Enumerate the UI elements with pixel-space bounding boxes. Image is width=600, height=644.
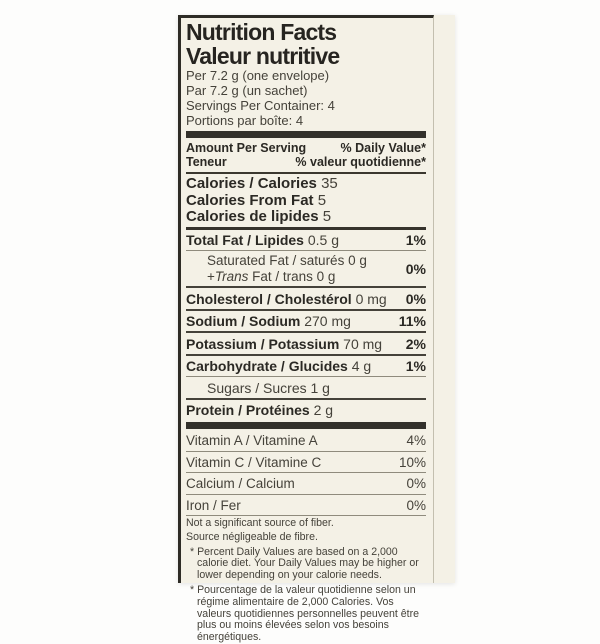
sugars-row: Sugars / Sucres 1 g (186, 376, 426, 398)
protein-row: Protein / Protéines 2 g (186, 398, 426, 421)
serving-size-fr: Par 7.2 g (un sachet) (186, 83, 308, 98)
potassium-row: Potassium / Potassium 70 mg 2% (186, 331, 426, 354)
calcium-row: Calcium / Calcium 0% (186, 472, 426, 494)
total-fat-row: Total Fat / Lipides 0.5 g 1% (186, 232, 426, 248)
calories-section (186, 174, 426, 230)
serving-size-en: Per 7.2 g (one envelope) (186, 68, 330, 83)
vitamin-c-dv: 10% (398, 454, 426, 470)
potassium-dv: 2% (405, 335, 426, 352)
vitamin-c-row: Vitamin C / Vitamine C 10% (186, 451, 426, 473)
label-title-en: Nutrition Facts (186, 19, 337, 45)
cholesterol-row: Cholesterol / Cholestérol 0 mg 0% (186, 286, 426, 309)
divider-bar-top (186, 131, 426, 138)
sodium-row: Sodium / Sodium 270 mg 11% (186, 309, 426, 332)
iron-dv: 0% (406, 497, 426, 513)
sodium-dv: 11% (398, 313, 426, 329)
calories-de-lipides-row: Calories de lipides 5 (186, 208, 332, 225)
carbohydrate-dv: 1% (405, 358, 426, 374)
daily-value-footnote-fr: * Pourcentage de la valeur quotidienne selon un régime alimentaire de 2,000 Calories. Vos valeurs quotidiennes personnelles peuvent être plus ou moins élevées selon vos besoins énergétiques. (190, 583, 420, 644)
amount-per-serving-fr: Teneur (186, 155, 227, 169)
servings-per-container-fr: Portions par boîte: 4 (186, 113, 304, 128)
amount-per-serving-en: Amount Per Serving (186, 141, 307, 155)
saturated-trans-fat-dv: 0% (405, 260, 426, 277)
carbohydrate-row: Carbohydrate / Glucides 4 g 1% (186, 354, 426, 377)
daily-value-header (186, 141, 426, 174)
vitamin-a-row: Vitamin A / Vitamine A 4% (186, 433, 426, 448)
servings-per-container-en: Servings Per Container: 4 (186, 98, 335, 113)
cholesterol-dv: 0% (405, 290, 426, 307)
nutrition-label (178, 15, 455, 644)
saturated-trans-fat-row: Saturated Fat / saturés 0 g +Trans Fat / trans 0 g 0% (186, 250, 426, 286)
calcium-dv: 0% (406, 476, 426, 491)
percent-daily-value-en: % Daily Value* (340, 141, 426, 155)
daily-value-footnote-en: * Percent Daily Values are based on a 2,000 calorie diet. Your Daily Values may be higher or lower depending on your calorie needs. (190, 545, 419, 582)
calories-row: Calories / Calories 35 (186, 175, 338, 192)
asterisk: * (190, 583, 198, 596)
asterisk: * (190, 545, 198, 558)
fiber-note-en: Not a significant source of fiber. (186, 517, 334, 529)
total-fat-dv: 1% (405, 232, 426, 248)
calories-from-fat-row: Calories From Fat 5 (186, 191, 327, 209)
micronutrients-section (186, 430, 426, 516)
label-border-box (178, 15, 434, 644)
percent-daily-value-fr: % valeur quotidienne* (295, 155, 426, 169)
vitamin-a-dv: 4% (406, 433, 426, 448)
label-title-fr: Valeur nutritive (186, 43, 340, 69)
fiber-note-fr: Source négligeable de fibre. (186, 530, 318, 543)
iron-row: Iron / Fer 0% (186, 494, 426, 516)
divider-bar-bottom (186, 422, 426, 429)
